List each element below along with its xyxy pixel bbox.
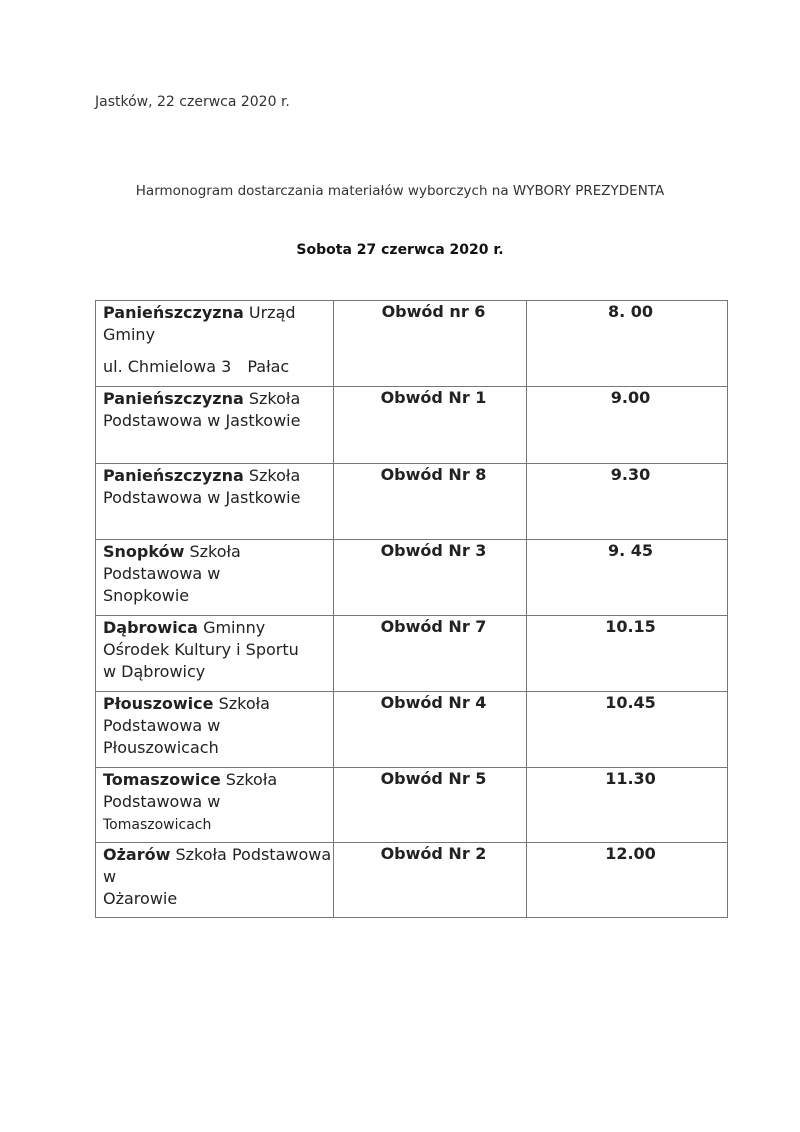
circuit-cell: Obwód Nr 1 [334, 387, 527, 464]
table-row [96, 387, 728, 464]
place-cell [96, 387, 334, 464]
table-row [96, 616, 728, 692]
document-subtitle: Sobota 27 czerwca 2020 r. [296, 242, 504, 258]
place-name: Panieńszczyzna [103, 389, 244, 408]
circuit-cell: Obwód Nr 3 [334, 540, 527, 616]
facility-name: Gminny Ośrodek Kultury i Sportu [103, 618, 299, 659]
table-row [96, 301, 728, 387]
place-cell [96, 616, 334, 692]
place-name: Płouszowice [103, 694, 214, 713]
circuit-cell: Obwód Nr 7 [334, 616, 527, 692]
place-cell [96, 843, 334, 918]
table-row [96, 692, 728, 768]
place-cell [96, 301, 334, 387]
time-cell: 9.30 [527, 464, 728, 540]
time-cell: 9. 45 [527, 540, 728, 616]
place-name: Snopków [103, 542, 185, 561]
place-name: Panieńszczyzna [103, 303, 244, 322]
facility-name-cont: Ożarowie [103, 889, 178, 908]
facility-name: Szkoła Podstawowa w Jastkowie [103, 466, 301, 507]
facility-name: Szkoła Podstawowa w [103, 542, 241, 583]
address-extra: Pałac [247, 357, 290, 376]
place-cell [96, 464, 334, 540]
circuit-cell: Obwód Nr 4 [334, 692, 527, 768]
place-cell [96, 692, 334, 768]
facility-name: Szkoła Podstawowa w [103, 694, 270, 735]
time-cell: 8. 00 [527, 301, 728, 387]
time-cell: 9.00 [527, 387, 728, 464]
table-row [96, 843, 728, 918]
facility-name: Szkoła Podstawowa w [103, 770, 278, 811]
circuit-cell: Obwód Nr 8 [334, 464, 527, 540]
place-name: Dąbrowica [103, 618, 198, 637]
facility-name-cont: Płouszowicach [103, 738, 219, 757]
table-row [96, 768, 728, 843]
place-name: Tomaszowice [103, 770, 221, 789]
circuit-cell: Obwód Nr 5 [334, 768, 527, 843]
document-title: Harmonogram dostarczania materiałów wyborczych na WYBORY PREZYDENTA [135, 183, 665, 199]
facility-name: Szkoła Podstawowa w Jastkowie [103, 389, 301, 430]
place-name: Ożarów [103, 845, 171, 864]
time-cell: 11.30 [527, 768, 728, 843]
time-cell: 12.00 [527, 843, 728, 918]
address: ul. Chmielowa 3 [103, 357, 232, 376]
facility-name-cont: w Dąbrowicy [103, 662, 206, 681]
table-row [96, 464, 728, 540]
time-cell: 10.15 [527, 616, 728, 692]
place-date: Jastków, 22 czerwca 2020 r. [95, 94, 290, 110]
place-cell [96, 540, 334, 616]
delivery-schedule-table [95, 300, 728, 918]
place-cell [96, 768, 334, 843]
facility-name-cont: Tomaszowicach [103, 817, 212, 833]
circuit-cell: Obwód nr 6 [334, 301, 527, 387]
circuit-cell: Obwód Nr 2 [334, 843, 527, 918]
place-name: Panieńszczyzna [103, 466, 244, 485]
time-cell: 10.45 [527, 692, 728, 768]
table-row [96, 540, 728, 616]
facility-name: Szkoła Podstawowa w [103, 845, 332, 886]
facility-name-cont: Snopkowie [103, 586, 190, 605]
facility-name: Urząd Gminy [103, 303, 296, 344]
